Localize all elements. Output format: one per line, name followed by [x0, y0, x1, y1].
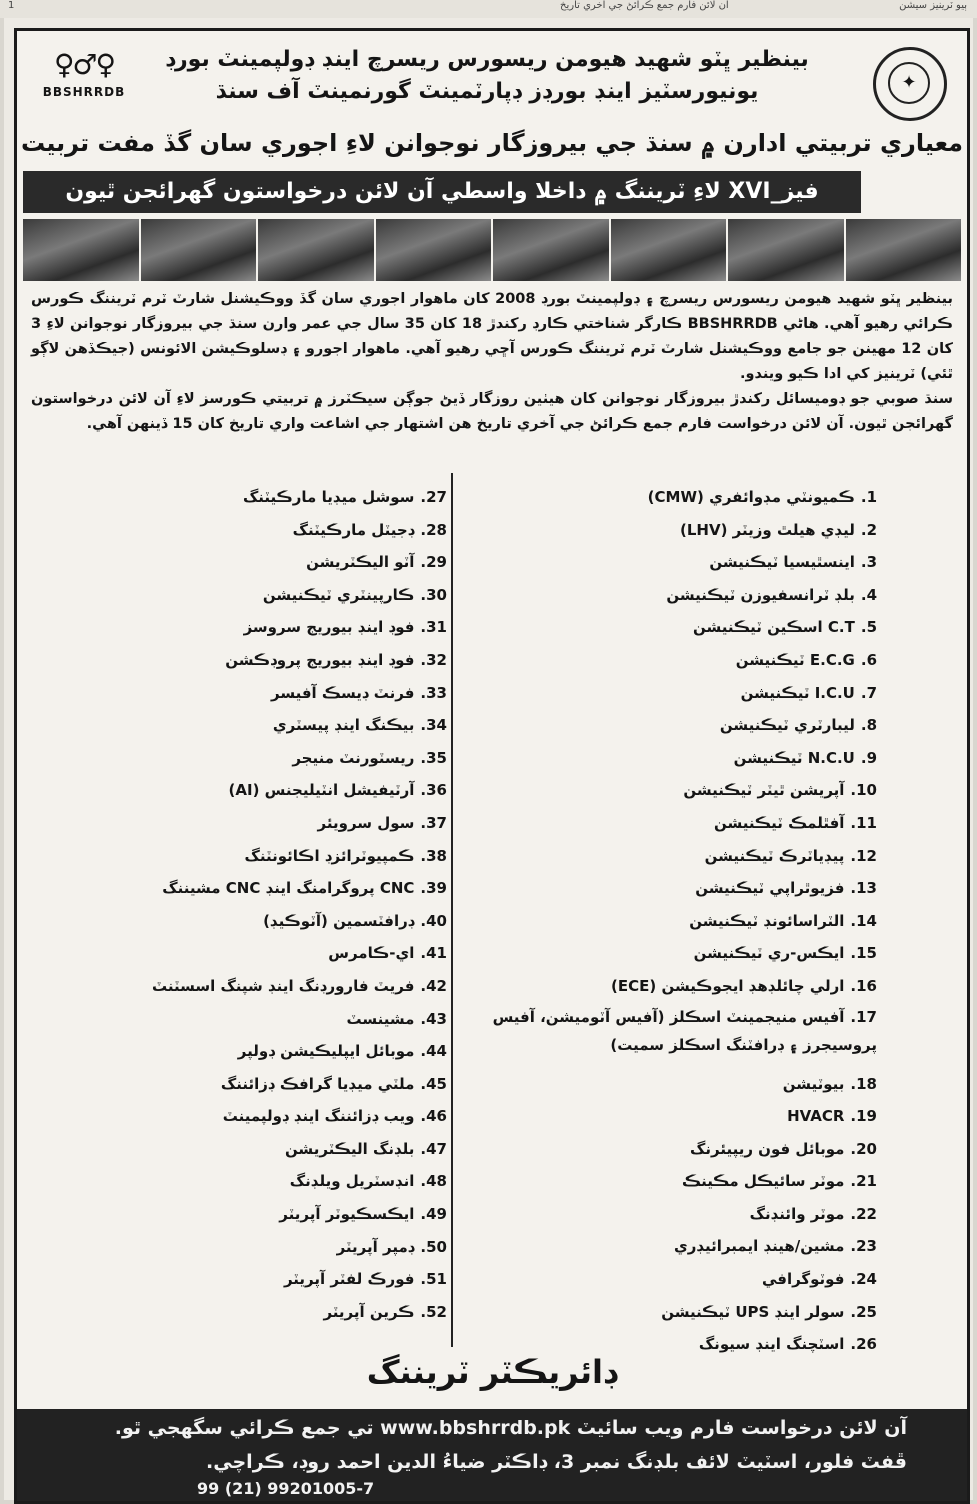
course-number: 46. [420, 1107, 447, 1126]
course-number: 1. [860, 488, 877, 506]
course-number: 30. [420, 585, 447, 604]
course-number: 48. [420, 1172, 447, 1191]
course-number: 50. [420, 1237, 447, 1256]
course-label: ايڪس-ري ٽيڪنيشن [693, 944, 845, 963]
course-label: E.C.G ٽيڪنيشن [735, 650, 855, 669]
course-label: آپريشن ٿيٽر ٽيڪنيشن [683, 781, 845, 800]
course-item [461, 774, 877, 807]
course-item [37, 1231, 447, 1264]
course-label: موٽر وائنڊنگ [749, 1204, 845, 1223]
course-label: ويب ڊزائننگ اينڊ ڊولپمينٽ [222, 1107, 415, 1126]
course-label: آٽو اليڪٽريشن [306, 553, 415, 572]
sindh-government-seal [873, 47, 947, 121]
course-number: 9. [860, 748, 877, 767]
course-number: 10. [850, 781, 877, 800]
training-photo [376, 219, 492, 281]
course-number: 29. [420, 553, 447, 572]
course-label: فريٽ فارورڊنگ اينڊ شپنگ اسسٽنٽ [151, 976, 415, 995]
course-label: ليڊي هيلٿ وزيٽر (LHV) [680, 520, 855, 539]
course-number: 43. [420, 1009, 447, 1028]
course-item [37, 1035, 447, 1068]
course-number: 42. [420, 976, 447, 995]
course-item [461, 1068, 877, 1101]
course-item [461, 644, 877, 677]
course-item [37, 1133, 447, 1166]
course-label: پيڊياٽرڪ ٽيڪنيشن [704, 846, 845, 865]
course-label: ڊمپر آپريٽر [336, 1237, 415, 1256]
course-number: 31. [420, 618, 447, 637]
course-number: 52. [420, 1302, 447, 1321]
course-label: اسٽچنگ اينڊ سيونگ [698, 1335, 845, 1354]
course-label: ڊجيٽل مارڪيٽنگ [292, 520, 415, 539]
course-item [37, 1198, 447, 1231]
newspaper-page [4, 18, 973, 1500]
intro-paragraph-2: سنڌ صوبي جو ڊوميسائل رکندڙ بيروزگار نوجوانن کان هيٺين روزگار ڏيڻ جوڳن سيڪٽرز ۾ تربيتي ڪورسز لاءِ آن لائن درخواستون گهرائجن ٿيون. آن لائن درخواست فارم جمع ڪرائڻ جي آخري تاريخ هن اشتهار جي اشاعت واري تاريخ کان 15 ڏينهن آهي. [31, 391, 953, 432]
course-item [461, 1296, 877, 1329]
course-item [461, 1165, 877, 1198]
course-label: الٽراسائونڊ ٽيڪنيشن [689, 911, 845, 930]
course-number: 38. [420, 846, 447, 865]
course-number: 6. [860, 650, 877, 669]
course-item [37, 840, 447, 873]
course-number: 28. [420, 520, 447, 539]
course-number: 5. [860, 618, 877, 637]
course-label: اينسٿيسيا ٽيڪنيشن [709, 553, 855, 572]
course-item [461, 1198, 877, 1231]
course-item [37, 970, 447, 1003]
course-number: 35. [420, 748, 447, 767]
course-item [461, 611, 877, 644]
course-item [461, 905, 877, 938]
intro-text [31, 287, 953, 437]
course-label: بيوٽيشن [782, 1074, 845, 1093]
course-item [461, 1133, 877, 1166]
course-label: N.C.U ٽيڪنيشن [733, 748, 855, 767]
course-item [37, 514, 447, 547]
org-name: بينظير ڀٽو شهيد هيومن ريسورس ريسرچ اينڊ ڊولپمينٽ بورڊ [165, 47, 809, 72]
course-number: 22. [850, 1204, 877, 1223]
course-label: انڊسٽريل ويلڊنگ [289, 1172, 415, 1191]
course-label: فوٽوگرافي [761, 1270, 845, 1289]
course-item [461, 481, 877, 514]
course-item [37, 1100, 447, 1133]
director-training: ڊائريڪٽر ٽريننگ [366, 1353, 618, 1391]
course-item [461, 742, 877, 775]
course-item [37, 807, 447, 840]
course-label: ڪارپينٽري ٽيڪنيشن [262, 585, 415, 604]
course-label: موبائل ايپليڪيشن ڊولپر [237, 1042, 415, 1061]
course-item [461, 709, 877, 742]
course-number: 2. [860, 520, 877, 539]
course-item [37, 1165, 447, 1198]
course-label: ڪرين آپريٽر [323, 1302, 415, 1321]
course-number: 14. [850, 911, 877, 930]
course-number: 24. [850, 1270, 877, 1289]
course-label: اي-ڪامرس [328, 944, 415, 963]
course-label: موبائل فون ريپيئرنگ [690, 1139, 845, 1158]
course-label: C.T اسڪين ٽيڪنيشن [692, 618, 855, 637]
department-name: يونيورسٽيز اينڊ بورڊز ڊپارٽمينٽ گورنمينٽ آف سنڌ [215, 79, 759, 104]
course-item [37, 481, 447, 514]
course-label: سول سرويئر [317, 813, 415, 832]
course-item [461, 1100, 877, 1133]
newspaper-top-strip [0, 0, 977, 18]
course-label: بلڊ ٽرانسفيوزن ٽيڪنيشن [666, 585, 855, 604]
course-number: 11. [850, 813, 877, 832]
course-item [37, 1296, 447, 1329]
course-item [37, 1068, 447, 1101]
course-item [37, 579, 447, 612]
course-item [461, 872, 877, 905]
course-label: بلڊنگ اليڪٽريشن [284, 1139, 415, 1158]
course-number: 40. [420, 911, 447, 930]
course-item [37, 872, 447, 905]
top-strip-left-text: 1 [8, 0, 15, 11]
course-label: I.C.U ٽيڪنيشن [740, 683, 855, 702]
course-label: سولر اينڊ UPS ٽيڪنيشن [661, 1302, 845, 1321]
course-number: 3. [860, 553, 877, 572]
course-item [37, 937, 447, 970]
course-number: 12. [850, 846, 877, 865]
course-number: 7. [860, 683, 877, 702]
course-item [37, 611, 447, 644]
course-item [37, 1003, 447, 1036]
course-item [461, 546, 877, 579]
course-item [37, 742, 447, 775]
course-item [461, 1263, 877, 1296]
course-list-right [461, 481, 877, 1361]
course-label: ڊرافٽسمين (آٽوڪيڊ) [263, 911, 415, 930]
course-number: 16. [850, 976, 877, 995]
course-number: 17. [850, 1007, 877, 1026]
seal-emblem-icon: ✦ [888, 62, 930, 104]
course-number: 49. [420, 1205, 447, 1224]
course-item [37, 644, 447, 677]
course-label: ملٽي ميڊيا گرافڪ ڊزائننگ [220, 1074, 415, 1093]
course-label: HVACR [787, 1107, 845, 1126]
phone-line: 99 (21) 99201005-7 [197, 1479, 375, 1498]
course-label: آفٿلمڪ ٽيڪنيشن [714, 813, 845, 832]
course-number: 45. [420, 1074, 447, 1093]
top-strip-middle-text: آن لائن فارم جمع ڪرائڻ جي آخري تاريخ [560, 0, 729, 11]
course-label: آرٽيفيشل انٽيليجنس (AI) [228, 781, 415, 800]
headline: معياري تربيتي ادارن ۾ سنڌ جي بيروزگار نوجوانن لاءِ اجوري سان گڏ مفت تربيت [20, 129, 964, 157]
course-label: فورڪ لفٽر آپريٽر [283, 1270, 415, 1289]
course-label: فوڊ اينڊ بيوريج پروڊڪشن [225, 650, 415, 669]
course-number: 36. [420, 781, 447, 800]
course-number: 37. [420, 813, 447, 832]
course-item [461, 1003, 877, 1068]
course-label: فرنٽ ڊيسڪ آفيسر [270, 683, 415, 702]
intro-paragraph-1: بينظير ڀٽو شهيد هيومن ريسورس ريسرچ ۽ ڊولپمينٽ بورڊ 2008 کان ماهوار اجوري سان گڏ ووڪيشنل شارٽ ٽرم ٽريننگ ڪورس ڪرائي رهيو آهي. هاڻي BBSHRRDB ڪارگر شناختي ڪارڊ رکندڙ 18 کان 35 سال جي عمر وارن سنڌ جي بيروزگار نوجوانن لاءِ 3 کان 12 مهينن جو جامع ووڪيشنل شارٽ ٽرم ٽريننگ ڪورس آڇي رهيو آهي. ماهوار اجورو ۽ ڊسلوڪيشن الائونس (جيڪڏهن لاڳو ٿئي) ٽرينيز کي ادا ڪيو ويندو. [31, 291, 954, 382]
course-number: 27. [420, 488, 447, 506]
course-number: 33. [420, 683, 447, 702]
training-photo [846, 219, 962, 281]
course-item [461, 840, 877, 873]
course-number: 18. [850, 1074, 877, 1093]
training-photo-strip [23, 219, 961, 281]
training-photo [258, 219, 374, 281]
column-divider [451, 473, 453, 1347]
course-number: 51. [420, 1270, 447, 1289]
course-label: مشينسٽ [346, 1009, 415, 1028]
course-item [461, 1230, 877, 1263]
course-label: ارلي چائلڊهڊ ايجوڪيشن (ECE) [611, 976, 845, 995]
course-number: 13. [850, 879, 877, 898]
course-number: 23. [850, 1237, 877, 1256]
course-number: 15. [850, 944, 877, 963]
course-item [461, 807, 877, 840]
course-number: 19. [850, 1107, 877, 1126]
course-list-left [37, 481, 447, 1328]
phase-banner: فيز_XVI لاءِ ٽريننگ ۾ داخلا واسطي آن لائن درخواستون گهرائجن ٿيون [23, 171, 861, 213]
course-number: 32. [420, 650, 447, 669]
training-photo [141, 219, 257, 281]
course-number: 20. [850, 1139, 877, 1158]
course-item [37, 677, 447, 710]
course-label: آفيس منيجمينٽ اسڪلز (آفيس آٽوميشن، آفيس پروسيجرز ۽ ڊرافٽنگ اسڪلز سميت) [492, 1007, 877, 1054]
course-label: بيڪنگ اينڊ پيسٽري [272, 716, 415, 735]
contact-footer [17, 1409, 967, 1501]
training-photo [611, 219, 727, 281]
course-number: 44. [420, 1042, 447, 1061]
course-label: موٽر سائيڪل مڪينڪ [682, 1172, 845, 1191]
course-number: 34. [420, 716, 447, 735]
course-label: CNC پروگرامنگ اينڊ CNC مشيننگ [162, 879, 415, 898]
top-strip-right-text: ٻيو ٽرينيز سيشن [899, 0, 967, 11]
address-line: ڦفٽ فلور، اسٽيٽ لائف بلڊنگ نمبر 3، ڊاڪٽر ضياءُ الدين احمد روڊ، ڪراچي. [206, 1451, 907, 1473]
course-number: 47. [420, 1139, 447, 1158]
course-item [37, 1263, 447, 1296]
course-item [37, 546, 447, 579]
course-label: ڪمپيوٽرائزڊ اڪائونٽنگ [244, 846, 415, 865]
course-number: 8. [860, 716, 877, 735]
course-number: 25. [850, 1302, 877, 1321]
course-label: ڪميونٽي مڊوائفري (CMW) [647, 488, 855, 506]
course-label: ايڪسڪيوٽر آپريٽر [279, 1205, 415, 1224]
course-item [37, 905, 447, 938]
course-item [461, 937, 877, 970]
course-item [461, 970, 877, 1003]
training-photo [493, 219, 609, 281]
course-number: 4. [860, 585, 877, 604]
course-number: 26. [850, 1335, 877, 1354]
course-number: 39. [420, 879, 447, 898]
course-label: فزيوٿراپي ٽيڪنيشن [695, 879, 845, 898]
course-label: ليبارٽري ٽيڪنيشن [719, 716, 855, 735]
course-item [37, 709, 447, 742]
course-label: سوشل ميڊيا مارڪيٽنگ [242, 488, 415, 506]
people-emblem-icon: ♀♂♀ [53, 48, 115, 81]
training-photo [728, 219, 844, 281]
course-item [461, 514, 877, 547]
course-item [37, 774, 447, 807]
course-label: مشين/هينڊ ايمبرائيڊري [674, 1237, 845, 1256]
training-photo [23, 219, 139, 281]
website-line: آن لائن درخواست فارم ويب سائيٽ www.bbshrrdb.pk تي جمع ڪرائي سگهجي ٿو. [114, 1417, 907, 1439]
course-number: 41. [420, 944, 447, 963]
course-number: 21. [850, 1172, 877, 1191]
course-label: ريسٽورنٽ منيجر [292, 748, 415, 767]
advertisement [14, 28, 970, 1504]
logo-text: BBSHRRDB [42, 85, 126, 99]
course-item [461, 579, 877, 612]
course-item [461, 677, 877, 710]
course-label: فوڊ اينڊ بيوريج سروسز [243, 618, 415, 637]
